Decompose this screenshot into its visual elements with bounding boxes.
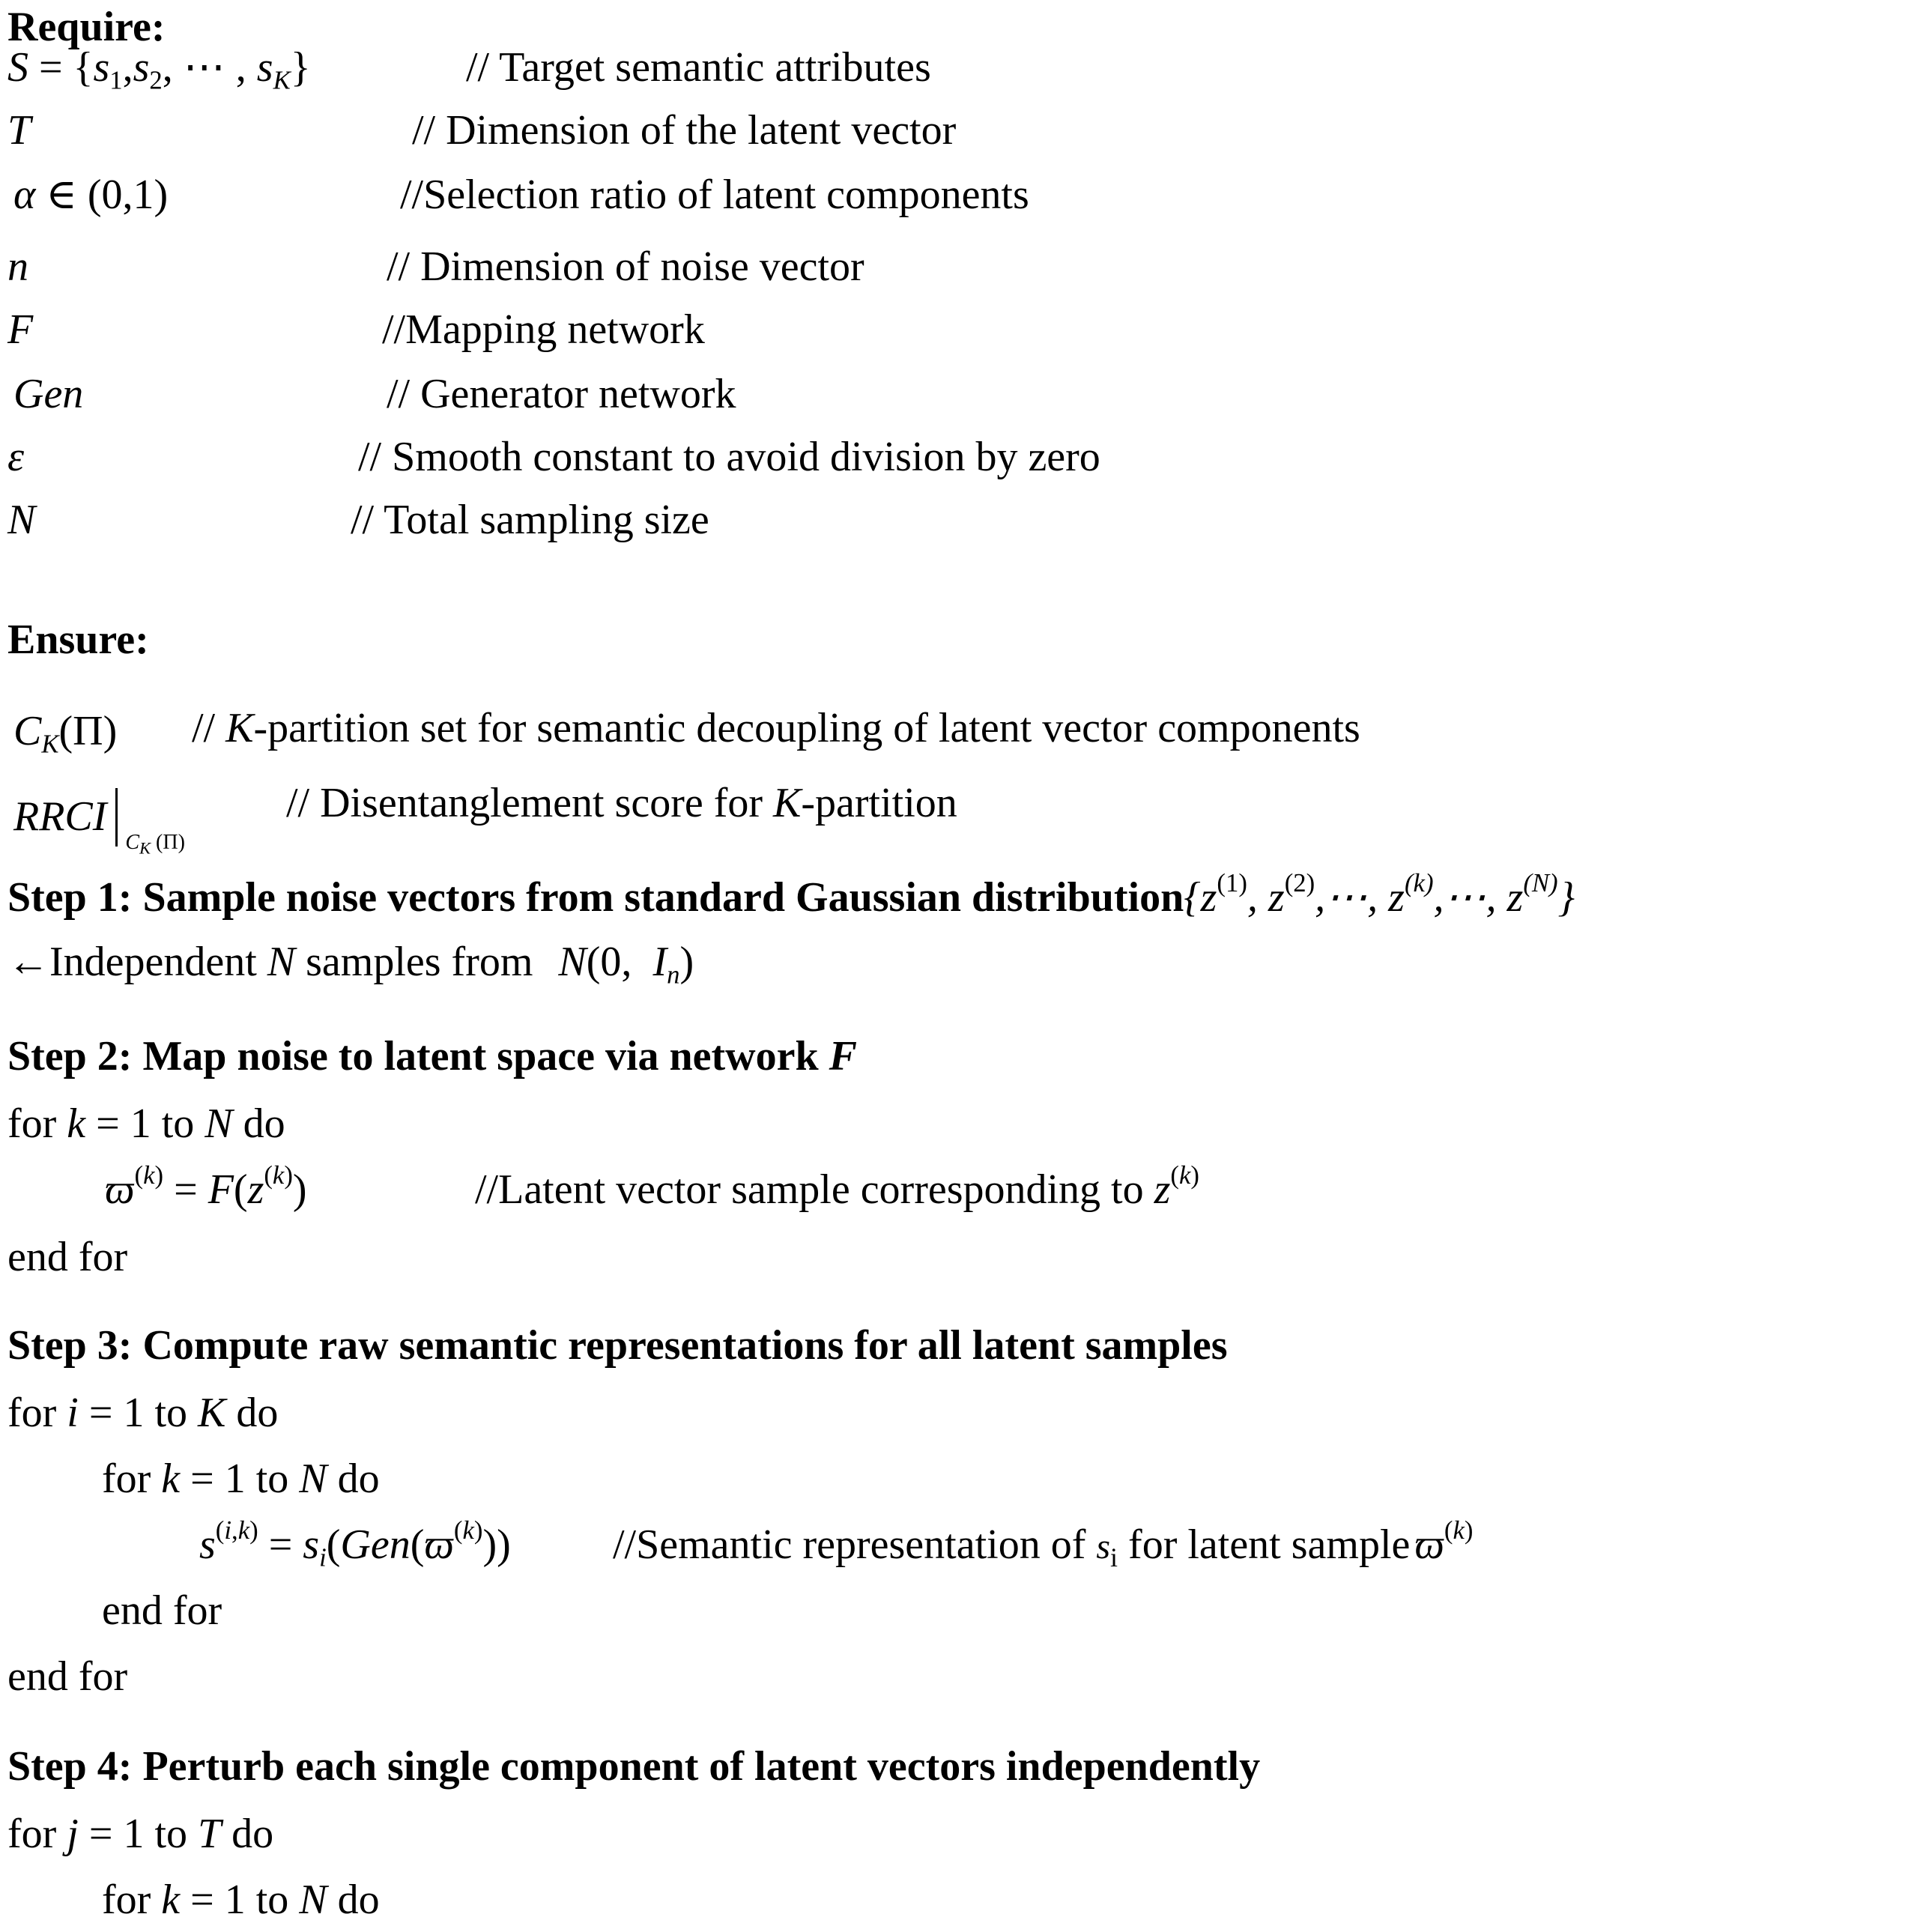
- require-math-epsilon: ε: [7, 434, 25, 480]
- require-comment: // Smooth constant to avoid division by zero: [358, 434, 1100, 480]
- step2-for: for k = 1 to N do: [7, 1100, 285, 1147]
- step3-comment: //Semantic representation of $s_i$ for latent sample $ϖ^{(k)}$: [613, 1515, 1474, 1572]
- require-math-Gen: Gen: [13, 371, 84, 417]
- require-comment: //Selection ratio of latent components: [400, 172, 1029, 218]
- require-comment: //Mapping network: [382, 306, 705, 353]
- step2-heading: Step 2: Map noise to latent space via network F: [7, 1033, 857, 1079]
- step2-comment: //Latent vector sample corresponding to $z^{(k)}$: [475, 1160, 1199, 1213]
- step4-heading: Step 4: Perturb each single component of latent vectors independently: [7, 1743, 1261, 1790]
- require-comment: // Total sampling size: [351, 497, 709, 543]
- require-comment: // Generator network: [387, 371, 736, 417]
- require-comment: // Target semantic attributes: [466, 44, 931, 91]
- step3-for-outer: for i = 1 to K do: [7, 1390, 279, 1436]
- step4-for-inner: for k = 1 to N do: [102, 1877, 380, 1923]
- require-math-F: F: [7, 306, 34, 353]
- ensure-math-rrci: $RRCI_{C_K (\Pi)}$: [13, 788, 185, 849]
- step2-assign: $ϖ^{(k)} = F(z^{(k)})$: [105, 1160, 307, 1213]
- step3-end-inner: end for: [102, 1587, 222, 1634]
- require-comment: // Dimension of noise vector: [387, 243, 864, 290]
- step1-line2: ←Independent N samples from N(0, $I_n$): [7, 939, 694, 990]
- step3-heading: Step 3: Compute raw semantic representations for all latent samples: [7, 1322, 1228, 1369]
- step1-heading: Step 1: Sample noise vectors from standard Gaussian $distribution\{z^{(1)}$, $z^{(2)},\cdots$, $z^{(k)},\cdots$, $z^{(N)}$}: [7, 867, 1575, 921]
- ensure-comment: // K-partition set for semantic decoupling of latent vector components: [192, 705, 1360, 751]
- require-math-N: N: [7, 497, 36, 543]
- step3-end-outer: end for: [7, 1653, 128, 1700]
- require-math-alpha: α ∈ (0,1): [13, 172, 169, 218]
- step2-end-for: end for: [7, 1234, 128, 1280]
- ensure-heading: Ensure:: [7, 617, 149, 663]
- ensure-comment: // Disentanglement score for K-partition: [286, 780, 957, 826]
- step3-for-inner: for k = 1 to N do: [102, 1456, 380, 1502]
- require-heading: Require:: [7, 4, 166, 50]
- require-math-n: n: [7, 243, 28, 290]
- require-comment: // Dimension of the latent vector: [412, 107, 957, 154]
- step3-assign: $s^{(i,k)} = s_i(Gen(ϖ^{(k)}))$: [199, 1515, 511, 1572]
- require-math-T: T: [7, 107, 31, 154]
- step4-for-outer: for j = 1 to T do: [7, 1811, 274, 1857]
- require-math-S: $S = \{s_1,s_2$, ⋯ , $s_K$}: [7, 44, 311, 95]
- ensure-math-CK: $C_K(\Pi)$: [13, 708, 118, 759]
